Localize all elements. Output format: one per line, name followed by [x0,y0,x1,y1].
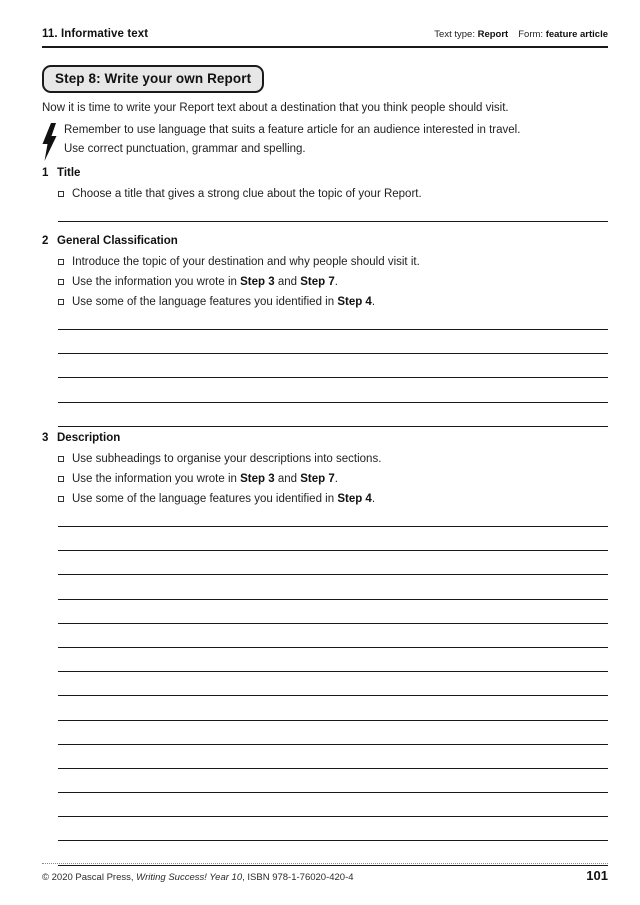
bullet-text: Use some of the language features you identified in Step 4. [72,296,376,308]
writing-line [58,648,608,672]
writing-line [58,551,608,575]
copyright-text: © 2020 Pascal Press, Writing Success! Year 10, ISBN 978-1-76020-420-4 [42,872,354,883]
bullet-list [58,184,608,204]
section-1 [42,166,608,222]
section-title: Title [57,167,81,179]
square-bullet-icon [58,476,64,482]
page-number: 101 [586,868,608,883]
reminder-line: Use correct punctuation, grammar and spelling. [64,143,306,155]
square-bullet-icon [58,191,64,197]
writing-line [58,312,608,330]
writing-line [58,527,608,551]
bullet-item [58,489,608,509]
bullet-text: Use subheadings to organise your descriptions into sections. [72,453,382,465]
page-header [42,24,608,40]
footer-dotted-rule [42,863,608,864]
bullet-item [58,449,608,469]
writing-line [58,793,608,817]
square-bullet-icon [58,259,64,265]
reminder-block [42,121,608,166]
section-2 [42,234,608,427]
writing-lines [58,204,608,222]
reminder-lines [64,121,520,166]
writing-line [58,624,608,648]
bullet-list [58,449,608,509]
writing-line [58,696,608,720]
chapter-title: 11. Informative text [42,28,149,40]
intro-text: Now it is time to write your Report text about a destination that you think people should visit. [42,102,509,114]
header-meta [434,29,608,40]
writing-line [58,672,608,696]
section-title: Description [57,432,121,444]
bullet-item [58,292,608,312]
bullet-item [58,469,608,489]
text-type-label: Text type: [434,29,475,40]
bullet-text: Choose a title that gives a strong clue about the topic of your Report. [72,188,422,200]
book-title: Writing Success! Year 10 [136,872,243,883]
bullet-item [58,252,608,272]
section-number: 2 [42,235,49,247]
section-number: 1 [42,167,49,179]
writing-line [58,403,608,427]
writing-line [58,745,608,769]
writing-line [58,204,608,222]
square-bullet-icon [58,456,64,462]
section-title: General Classification [57,235,178,247]
section-heading [42,234,608,249]
section-number: 3 [42,432,49,444]
writing-line [58,378,608,402]
writing-line [58,575,608,599]
writing-line [58,509,608,527]
step-title-box: Step 8: Write your own Report [42,65,264,93]
writing-line [58,769,608,793]
writing-lines [58,509,608,866]
writing-line [58,817,608,841]
bullet-text: Use some of the language features you identified in Step 4. [72,493,376,505]
bullet-text: Use the information you wrote in Step 3 and Step 7. [72,473,338,485]
bullet-item [58,184,608,204]
reminder-line: Remember to use language that suits a feature article for an audience interested in travel. [64,124,521,136]
bullet-text: Introduce the topic of your destination and why people should visit it. [72,256,420,268]
section-3 [42,431,608,866]
writing-line [58,600,608,624]
writing-lines [58,312,608,427]
writing-line [58,354,608,378]
bullet-item [58,272,608,292]
section-heading [42,431,608,446]
text-type-value: Report [477,29,509,40]
section-heading [42,166,608,181]
page-footer [42,863,608,883]
square-bullet-icon [58,279,64,285]
writing-line [58,841,608,865]
square-bullet-icon [58,299,64,305]
writing-line [58,330,608,354]
form-value: feature article [545,29,608,40]
square-bullet-icon [58,496,64,502]
lightning-icon [42,121,57,166]
form-label: Form: [518,29,544,40]
bullet-text: Use the information you wrote in Step 3 and Step 7. [72,276,338,288]
writing-line [58,721,608,745]
header-rule [42,46,608,48]
bullet-list [58,252,608,312]
